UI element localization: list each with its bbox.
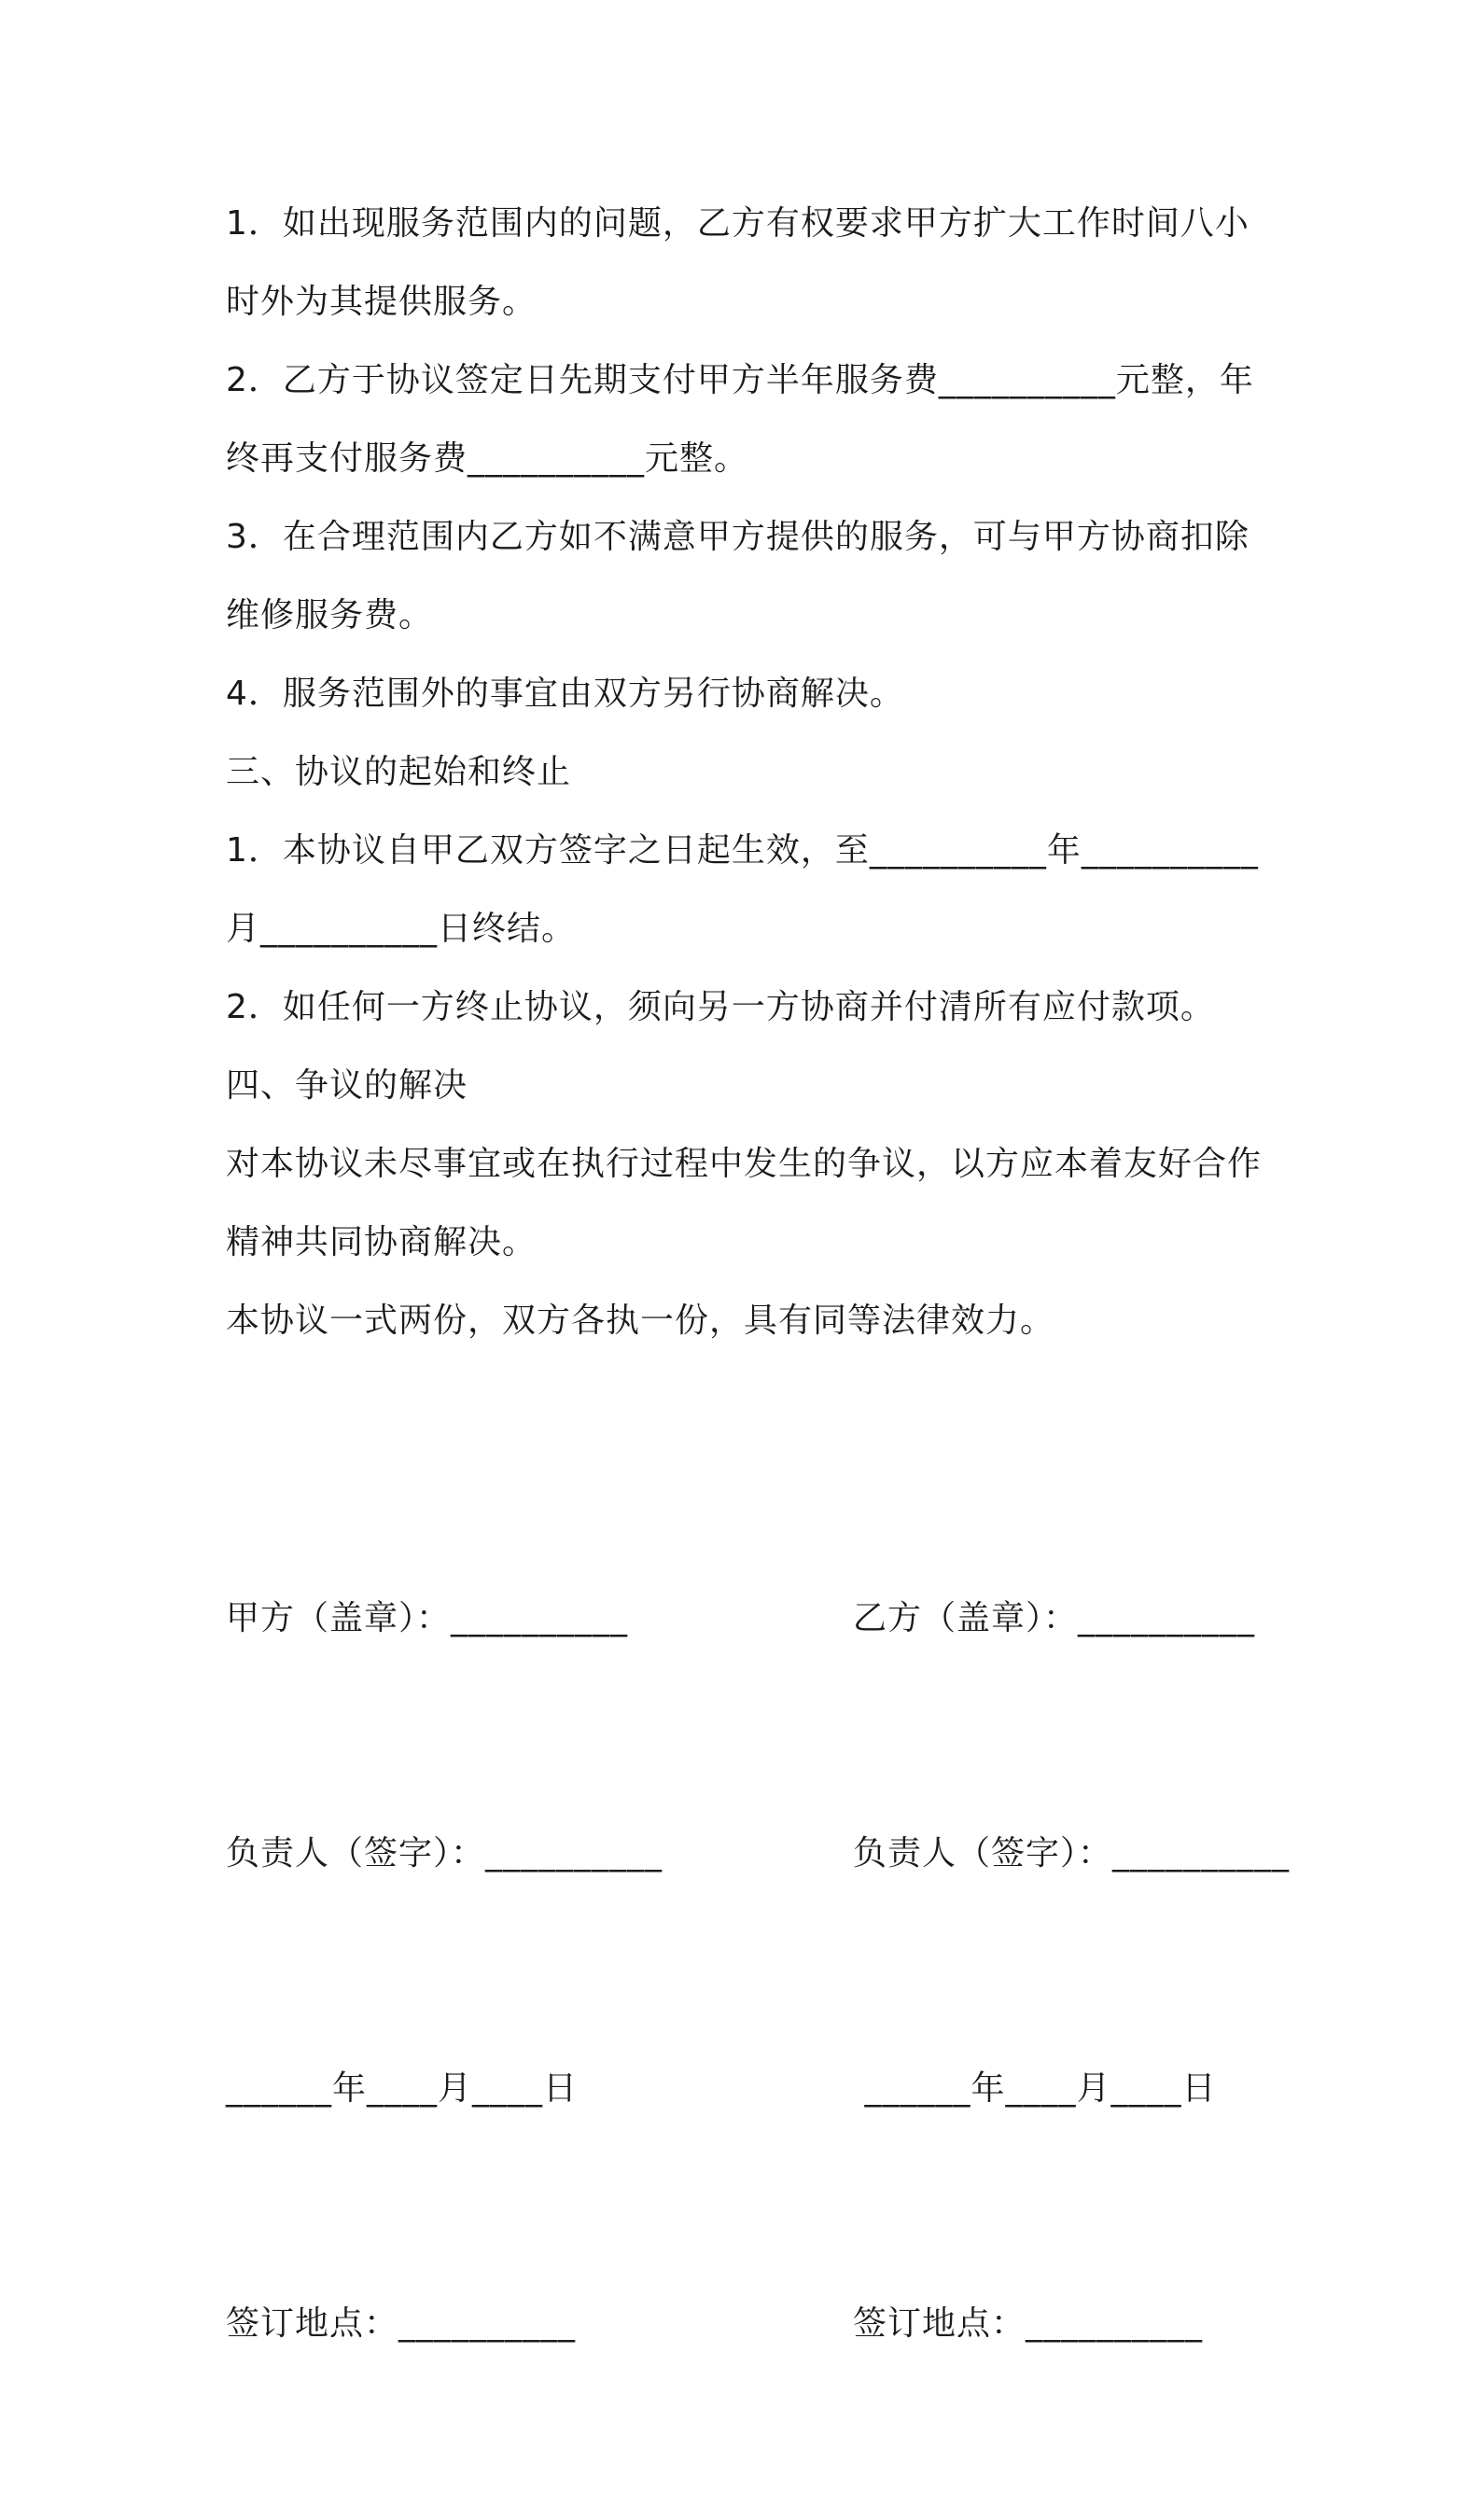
section-heading-dispute: 四、争议的解决	[226, 1066, 468, 1105]
party-b-signer-line: 负责人（签字）：__________	[853, 1834, 1291, 1873]
clause-fee-deduction: 3．在合理范围内乙方如不满意甲方提供的服务，可与甲方协商扣除维修服务费。	[226, 518, 1250, 634]
clause-out-of-scope: 4．服务范围外的事宜由双方另行协商解决。	[226, 675, 904, 713]
clause-termination: 2．如任何一方终止协议，须向另一方协商并付清所有应付款项。	[226, 988, 1215, 1026]
clause-service-hours: 1．如出现服务范围内的问题，乙方有权要求甲方扩大工作时间八小时外为其提供服务。	[226, 204, 1250, 321]
party-a-seal-line: 甲方（盖章）：__________	[226, 1599, 629, 1637]
clause-payment: 2．乙方于协议签定日先期支付甲方半年服务费__________元整，年终再支付服务费__________元整。	[226, 361, 1254, 478]
clause-copies: 本协议一式两份，双方各执一份，具有同等法律效力。	[226, 1302, 1055, 1340]
party-b-date-line: ______年____月____日	[853, 2069, 1217, 2108]
agreement-body	[226, 185, 1271, 1360]
party-a-date-line: ______年____月____日	[226, 2069, 579, 2108]
party-b-place-line: 签订地点：__________	[853, 2304, 1204, 2343]
party-a-place-line: 签订地点：__________	[226, 2304, 577, 2343]
signature-block-party-a	[226, 1423, 663, 2520]
clause-effective-date: 1．本协议自甲乙双方签字之日起生效，至__________年__________月__________日终结。	[226, 831, 1259, 948]
party-b-seal-line: 乙方（盖章）：__________	[853, 1599, 1256, 1637]
clause-dispute-resolution: 对本协议未尽事宜或在执行过程中发生的争议，以方应本着友好合作精神共同协商解决。	[226, 1145, 1263, 1261]
party-a-signer-line: 负责人（签字）：__________	[226, 1834, 663, 1873]
signature-block-party-b	[853, 1423, 1290, 2520]
section-heading-term: 三、协议的起始和终止	[226, 753, 572, 791]
